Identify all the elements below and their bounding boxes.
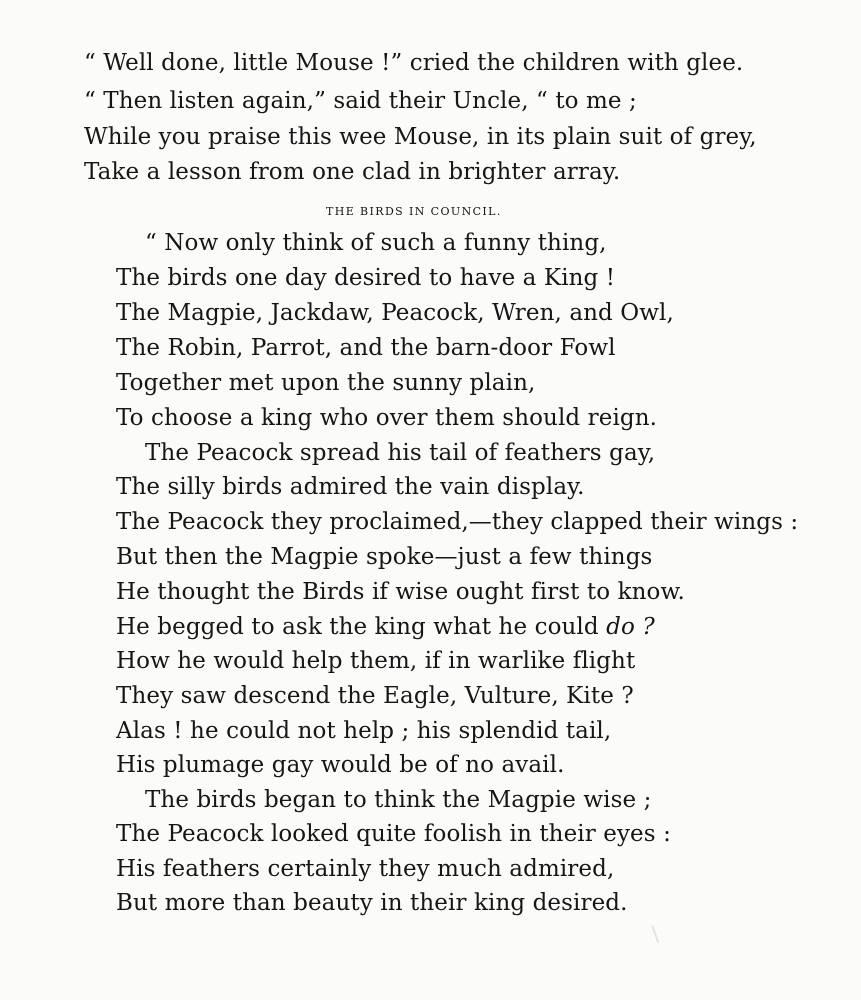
paper-blemish	[651, 923, 665, 943]
poem-line-2: The birds one day desired to have a King !	[116, 265, 616, 291]
poem-line-14: They saw descend the Eagle, Vulture, Kite ?	[116, 683, 634, 709]
intro-line-2: “ Then listen again,” said their Uncle, “ to me ;	[84, 88, 637, 114]
poem-line-12	[116, 614, 655, 640]
poem-line-10: But then the Magpie spoke—just a few things	[116, 544, 653, 570]
poem-line-5: Together met upon the sunny plain,	[116, 370, 536, 396]
poem-line-11: He thought the Birds if wise ought first to know.	[116, 579, 685, 605]
poem-line-3: The Magpie, Jackdaw, Peacock, Wren, and Owl,	[116, 300, 674, 326]
poem-line-4: The Robin, Parrot, and the barn-door Fowl	[116, 335, 616, 361]
poem-line-17: The birds began to think the Magpie wise ;	[145, 787, 652, 813]
poem-heading: THE BIRDS IN COUNCIL.	[326, 205, 502, 218]
emphasized-word: do ?	[606, 614, 655, 640]
poem-line-13: How he would help them, if in warlike flight	[116, 648, 636, 674]
poem-line-19: His feathers certainly they much admired,	[116, 856, 615, 882]
poem-line-20: But more than beauty in their king desired.	[116, 890, 628, 916]
poem-line-8: The silly birds admired the vain display.	[116, 474, 585, 500]
intro-line-3: While you praise this wee Mouse, in its plain suit of grey,	[84, 124, 757, 150]
poem-line-16: His plumage gay would be of no avail.	[116, 752, 565, 778]
poem-line-18: The Peacock looked quite foolish in their eyes :	[116, 821, 671, 847]
intro-line-4: Take a lesson from one clad in brighter array.	[84, 159, 621, 185]
poem-line-7: The Peacock spread his tail of feathers gay,	[145, 440, 656, 466]
intro-line-1: “ Well done, little Mouse !” cried the children with glee.	[84, 50, 744, 76]
poem-line-9: The Peacock they proclaimed,—they clapped their wings :	[116, 509, 799, 535]
poem-line-1: “ Now only think of such a funny thing,	[145, 230, 607, 256]
poem-line-12-text: He begged to ask the king what he could	[116, 614, 599, 640]
poem-line-15: Alas ! he could not help ; his splendid tail,	[116, 718, 612, 744]
poem-line-6: To choose a king who over them should reign.	[116, 405, 658, 431]
